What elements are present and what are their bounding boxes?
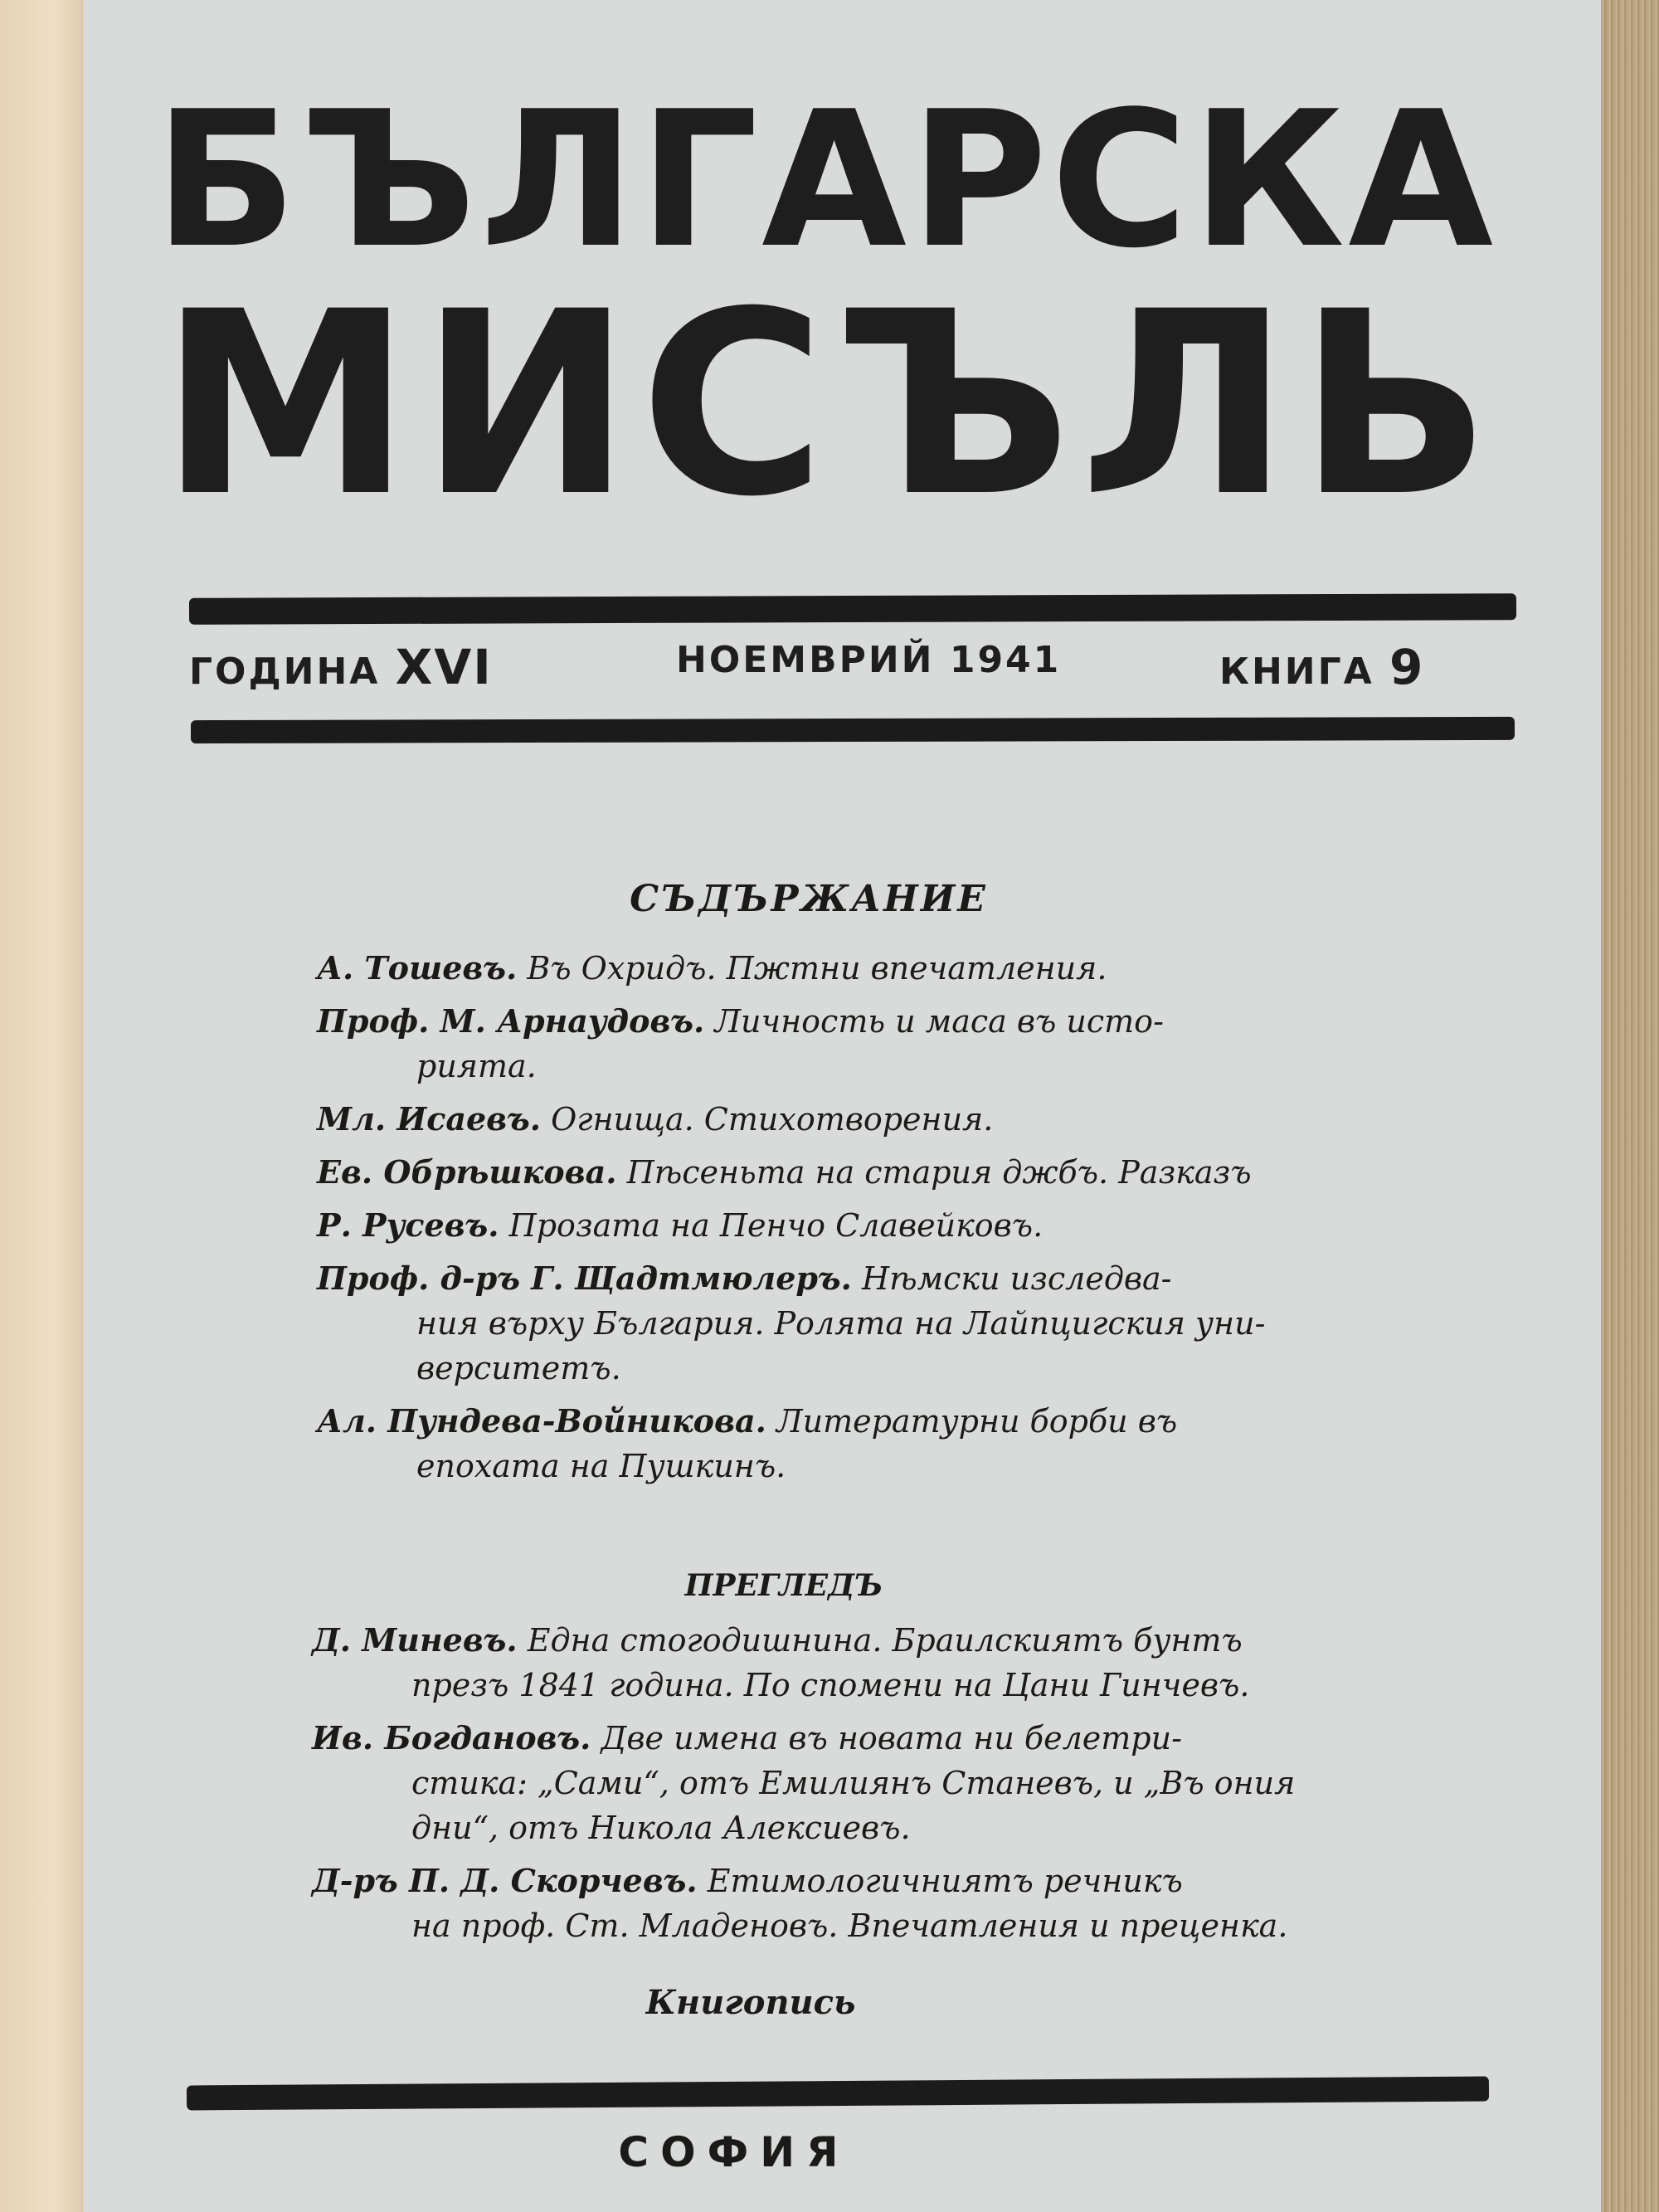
entry-title-line: Две имена въ новата ни белетри-	[601, 1720, 1182, 1756]
contents-entry	[317, 1399, 1379, 1488]
review-list	[312, 1618, 1382, 1956]
entry-title-line: верситетъ.	[416, 1350, 621, 1386]
year-label: ГОДИНА	[189, 650, 381, 693]
contents-entry	[312, 1859, 1382, 1948]
entry-author: Мл. Исаевъ.	[317, 1100, 541, 1138]
entry-author: Р. Русевъ.	[317, 1206, 499, 1244]
masthead-line-1: БЪЛГАРСКА	[153, 71, 1497, 290]
entry-author: А. Тошевъ.	[317, 949, 518, 987]
issue-book	[1219, 639, 1424, 695]
contents-entry	[317, 946, 1379, 991]
entry-author: Проф. д-ръ Г. Щадтмюлеръ.	[317, 1259, 852, 1297]
entry-title-line: Етимологичниятъ речникъ	[707, 1863, 1183, 1899]
entry-title-line: Прозата на Пенчо Славейковъ.	[508, 1207, 1044, 1244]
entry-title-line: Въ Охридъ. Пжтни впечатления.	[527, 950, 1107, 987]
contents-entry	[312, 1716, 1382, 1850]
entry-title-line: стика: „Сами“, отъ Емилиянъ Станевъ, и „Въ ония	[411, 1765, 1296, 1801]
entry-author: Проф. М. Арнаудовъ.	[317, 1002, 705, 1040]
contents-entry	[317, 1203, 1379, 1248]
entry-title-line: Нѣмски изследва-	[861, 1260, 1172, 1297]
entry-title-line: Огнища. Стихотворения.	[551, 1101, 994, 1138]
contents-entry	[317, 999, 1379, 1089]
title-page	[83, 0, 1601, 2212]
publication-city: СОФИЯ	[618, 2128, 850, 2176]
book-value: 9	[1389, 639, 1425, 695]
contents-list	[317, 946, 1379, 1497]
contents-entry	[312, 1618, 1382, 1708]
bottom-rule	[187, 2077, 1489, 2111]
masthead-line-2: МИСЪЛЬ	[159, 257, 1500, 552]
entry-author: Ив. Богдановъ.	[312, 1719, 591, 1756]
book-label: КНИГА	[1219, 650, 1374, 693]
issue-year	[189, 639, 493, 695]
entry-author: Д. Миневъ.	[312, 1621, 518, 1659]
year-value: XVI	[395, 639, 493, 695]
contents-entry	[317, 1097, 1379, 1142]
entry-title-line: Една стогодишнина. Браилскиятъ бунтъ	[527, 1622, 1243, 1659]
entry-title-line: дни“, отъ Никола Алексиевъ.	[411, 1810, 911, 1846]
bibliography-heading: Книгопись	[645, 1983, 856, 2022]
entry-title-line: ния върху България. Ролята на Лайпцигския уни-	[416, 1305, 1266, 1342]
entry-title-line: Личность и маса въ исто-	[714, 1003, 1164, 1040]
entry-title-line: Пѣсеньта на стария джбъ. Разказъ	[626, 1154, 1252, 1191]
entry-title-line: рията.	[416, 1048, 537, 1084]
entry-author: Д-ръ П. Д. Скорчевъ.	[312, 1862, 698, 1899]
entry-author: Ал. Пундева-Войникова.	[317, 1402, 766, 1440]
entry-title-line: Литературни борби въ	[776, 1403, 1178, 1440]
entry-title-line: епохата на Пушкинъ.	[416, 1448, 786, 1484]
middle-rule	[191, 717, 1515, 743]
contents-heading: СЪДЪРЖАНИЕ	[630, 878, 988, 920]
entry-title-line: презъ 1841 година. По спомени на Цани Гинчевъ.	[411, 1667, 1250, 1703]
review-heading: ПРЕГЛЕДЪ	[684, 1568, 883, 1603]
issue-date: НОЕМВРИЙ 1941	[676, 639, 1062, 681]
contents-entry	[317, 1150, 1379, 1195]
top-rule	[189, 593, 1516, 625]
contents-entry	[317, 1256, 1379, 1391]
entry-title-line: на проф. Ст. Младеновъ. Впечатления и преценка.	[411, 1907, 1288, 1944]
entry-author: Ев. Обрѣшкова.	[317, 1153, 617, 1191]
